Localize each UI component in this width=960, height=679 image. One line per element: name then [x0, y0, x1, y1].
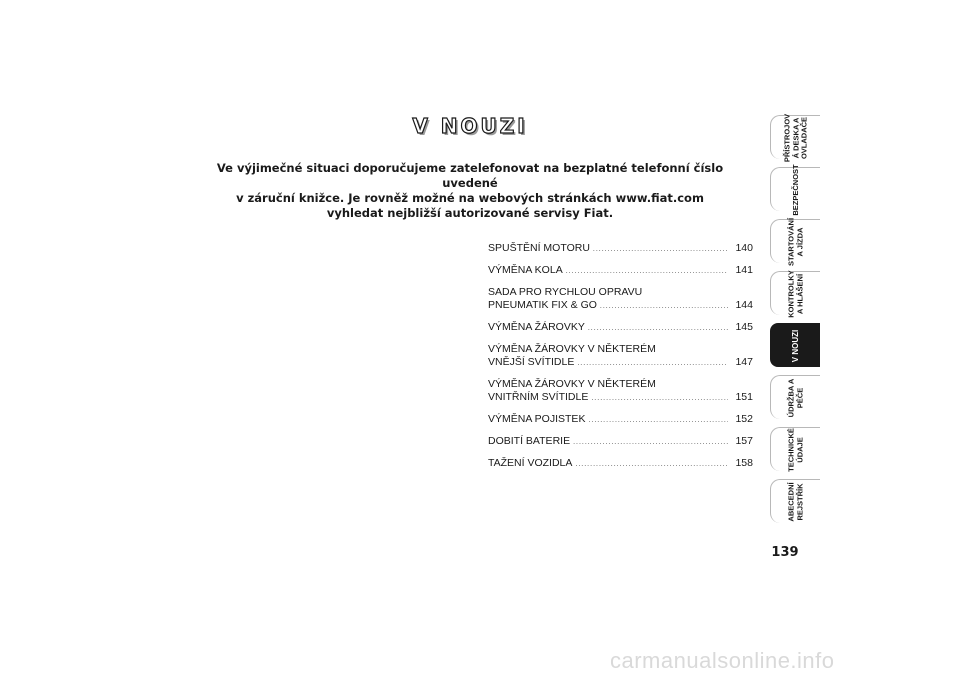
- toc-entry[interactable]: [488, 435, 753, 448]
- toc-page-number: 144: [735, 299, 753, 311]
- chapter-tab-label: STARTOVÁNÍ A JÍZDA: [786, 217, 804, 266]
- toc-leader-dots: [566, 265, 728, 278]
- chapter-tab-label: ÚDRŽBA A PÉČE: [786, 378, 804, 417]
- toc-entry[interactable]: [488, 264, 753, 277]
- section-title: V NOUZI: [412, 114, 528, 138]
- toc-leader-dots: [593, 243, 728, 256]
- intro-line: v záruční knižce. Je rovněž možné na webových stránkách www.fiat.com: [236, 191, 704, 205]
- toc-entry[interactable]: [488, 286, 753, 312]
- toc-leader-dots: [588, 322, 728, 335]
- toc-entry[interactable]: [488, 413, 753, 426]
- toc-entry-title: VÝMĚNA ŽÁROVKY V NĚKTERÉM: [488, 343, 656, 355]
- toc-entry-title: VNĚJŠÍ SVÍTIDLE: [488, 356, 575, 368]
- chapter-tab[interactable]: [770, 217, 820, 266]
- chapter-tab[interactable]: [770, 375, 820, 419]
- toc-leader-dots: [575, 458, 728, 471]
- chapter-tab-label: KONTROLKY A HLÁŠENÍ: [786, 269, 804, 318]
- intro-paragraph: [200, 161, 740, 221]
- chapter-tab-label: TECHNICKÉ ÚDAJE: [786, 427, 804, 472]
- chapter-tab-label: PŘÍSTROJOV Á DESKA A OVLADAČE: [781, 113, 808, 162]
- chapter-tab[interactable]: [770, 323, 820, 367]
- toc-entry-title: VÝMĚNA KOLA: [488, 264, 563, 276]
- chapter-tab[interactable]: [770, 269, 820, 318]
- toc-leader-dots: [588, 414, 728, 427]
- toc-page-number: 147: [735, 356, 753, 368]
- toc-leader-dots: [573, 436, 728, 449]
- intro-line: vyhledat nejbližší autorizované servisy Fiat.: [326, 206, 614, 220]
- toc-entry[interactable]: [488, 242, 753, 255]
- chapter-tab-label: BEZPEČNOST: [790, 163, 800, 216]
- toc-page-number: 152: [735, 413, 753, 425]
- toc-entry-title: VÝMĚNA ŽÁROVKY V NĚKTERÉM: [488, 378, 656, 390]
- toc-entry-title: SPUŠTĚNÍ MOTORU: [488, 242, 590, 254]
- chapter-tab[interactable]: [770, 479, 820, 523]
- toc-page-number: 157: [735, 435, 753, 447]
- toc-entry-title: PNEUMATIK FIX & GO: [488, 299, 597, 311]
- toc-page-number: 151: [735, 391, 753, 403]
- toc-page-number: 141: [735, 264, 753, 276]
- toc-entry-title: VÝMĚNA POJISTEK: [488, 413, 586, 425]
- toc-entry[interactable]: [488, 378, 753, 404]
- toc-page-number: 158: [735, 457, 753, 469]
- toc-entry[interactable]: [488, 457, 753, 470]
- toc-entry-title: DOBITÍ BATERIE: [488, 435, 571, 447]
- table-of-contents: [488, 242, 753, 479]
- toc-entry-title: SADA PRO RYCHLOU OPRAVU: [488, 286, 643, 298]
- chapter-tabs: [770, 115, 822, 531]
- intro-line: Ve výjimečné situaci doporučujeme zatelefonovat na bezplatné telefonní číslo uvedené: [216, 161, 724, 190]
- toc-leader-dots: [577, 357, 728, 370]
- toc-entry[interactable]: [488, 343, 753, 369]
- toc-leader-dots: [600, 300, 728, 313]
- toc-page-number: 145: [735, 321, 753, 333]
- page-number: 139: [771, 545, 799, 560]
- toc-leader-dots: [591, 392, 728, 405]
- toc-entry-title: VNITŘNÍM SVÍTIDLE: [488, 391, 589, 403]
- chapter-tab-label: ABECEDNÍ REJSTŘÍK: [786, 481, 804, 522]
- toc-entry-title: VÝMĚNA ŽÁROVKY: [488, 321, 585, 333]
- chapter-tab[interactable]: [770, 427, 820, 471]
- watermark: carmanualsonline.info: [610, 648, 835, 673]
- toc-entry-title: TAŽENÍ VOZIDLA: [488, 457, 573, 469]
- chapter-tab[interactable]: [770, 163, 820, 216]
- toc-entry[interactable]: [488, 321, 753, 334]
- chapter-tab[interactable]: [770, 113, 820, 162]
- toc-page-number: 140: [735, 242, 753, 254]
- chapter-tab-label: V NOUZI: [790, 329, 800, 362]
